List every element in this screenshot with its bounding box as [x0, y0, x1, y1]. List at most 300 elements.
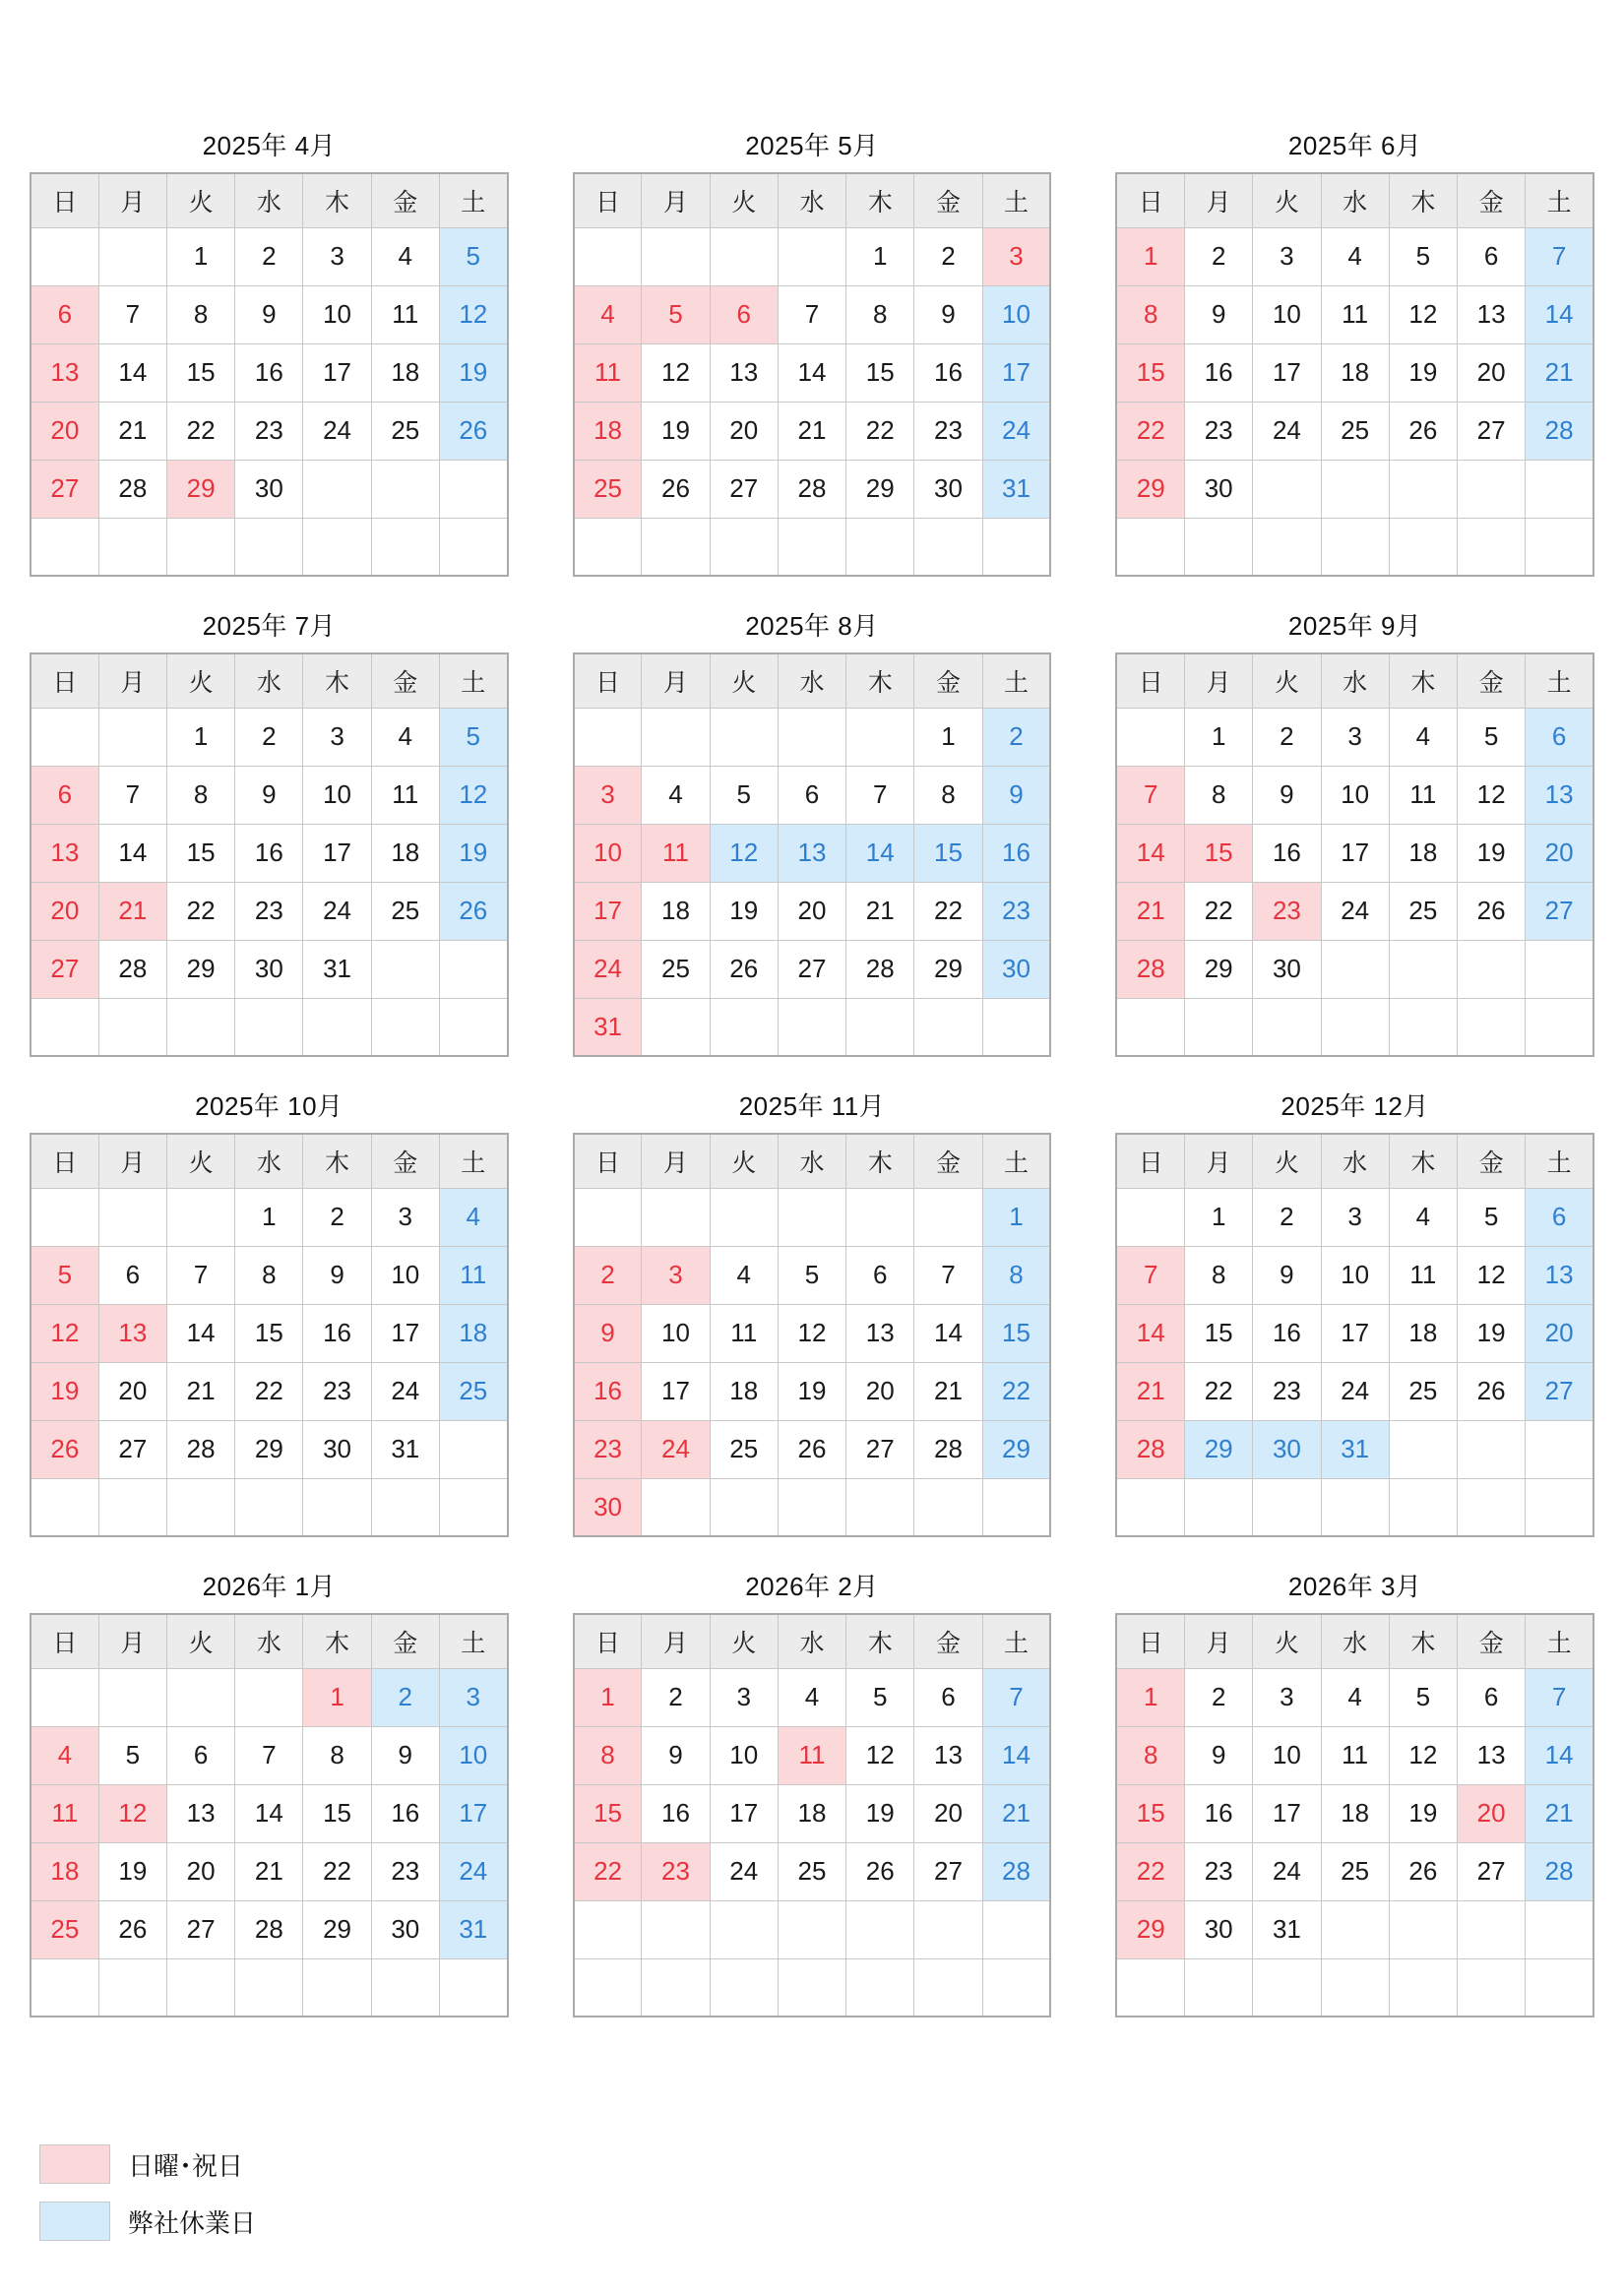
day-cell[interactable]: 4: [371, 227, 439, 285]
day-cell[interactable]: 4: [371, 708, 439, 766]
day-cell[interactable]: 19: [642, 402, 710, 460]
day-cell[interactable]: 12: [1389, 285, 1457, 343]
day-cell[interactable]: 19: [1389, 343, 1457, 402]
day-cell[interactable]: 26: [778, 1420, 845, 1478]
day-cell[interactable]: 15: [574, 1784, 642, 1842]
day-cell[interactable]: 1: [1116, 1668, 1184, 1726]
day-cell[interactable]: 17: [574, 882, 642, 940]
day-cell[interactable]: 29: [914, 940, 982, 998]
day-cell[interactable]: 7: [1526, 227, 1593, 285]
day-cell[interactable]: 26: [439, 882, 507, 940]
day-cell[interactable]: 30: [1185, 1900, 1253, 1958]
day-cell[interactable]: 23: [303, 1362, 371, 1420]
day-cell[interactable]: 5: [846, 1668, 914, 1726]
day-cell[interactable]: 18: [710, 1362, 778, 1420]
day-cell[interactable]: 12: [1389, 1726, 1457, 1784]
day-cell[interactable]: 28: [1116, 940, 1184, 998]
day-cell[interactable]: 11: [710, 1304, 778, 1362]
day-cell[interactable]: 15: [1185, 1304, 1253, 1362]
day-cell[interactable]: 30: [914, 460, 982, 518]
day-cell[interactable]: 15: [1185, 824, 1253, 882]
day-cell[interactable]: 15: [1116, 343, 1184, 402]
day-cell[interactable]: 6: [914, 1668, 982, 1726]
day-cell[interactable]: 4: [574, 285, 642, 343]
day-cell[interactable]: 11: [642, 824, 710, 882]
day-cell[interactable]: 25: [1321, 1842, 1389, 1900]
day-cell[interactable]: 3: [371, 1188, 439, 1246]
day-cell[interactable]: 11: [1321, 285, 1389, 343]
day-cell[interactable]: 2: [1185, 227, 1253, 285]
day-cell[interactable]: 30: [1185, 460, 1253, 518]
day-cell[interactable]: 19: [439, 824, 507, 882]
day-cell[interactable]: 25: [1389, 882, 1457, 940]
day-cell[interactable]: 25: [371, 402, 439, 460]
day-cell[interactable]: 15: [914, 824, 982, 882]
day-cell[interactable]: 24: [371, 1362, 439, 1420]
day-cell[interactable]: 12: [1458, 1246, 1526, 1304]
day-cell[interactable]: 9: [303, 1246, 371, 1304]
day-cell[interactable]: 23: [1185, 1842, 1253, 1900]
day-cell[interactable]: 20: [710, 402, 778, 460]
day-cell[interactable]: 19: [1458, 1304, 1526, 1362]
day-cell[interactable]: 4: [710, 1246, 778, 1304]
day-cell[interactable]: 6: [1526, 1188, 1593, 1246]
day-cell[interactable]: 9: [642, 1726, 710, 1784]
day-cell[interactable]: 16: [1253, 824, 1321, 882]
day-cell[interactable]: 14: [914, 1304, 982, 1362]
day-cell[interactable]: 16: [914, 343, 982, 402]
day-cell[interactable]: 7: [1526, 1668, 1593, 1726]
day-cell[interactable]: 18: [574, 402, 642, 460]
day-cell[interactable]: 9: [371, 1726, 439, 1784]
day-cell[interactable]: 12: [98, 1784, 166, 1842]
day-cell[interactable]: 8: [235, 1246, 303, 1304]
day-cell[interactable]: 2: [1253, 708, 1321, 766]
day-cell[interactable]: 3: [303, 227, 371, 285]
day-cell[interactable]: 19: [846, 1784, 914, 1842]
day-cell[interactable]: 20: [778, 882, 845, 940]
day-cell[interactable]: 22: [1116, 1842, 1184, 1900]
day-cell[interactable]: 4: [1321, 227, 1389, 285]
day-cell[interactable]: 10: [1253, 285, 1321, 343]
day-cell[interactable]: 22: [574, 1842, 642, 1900]
day-cell[interactable]: 29: [1116, 460, 1184, 518]
day-cell[interactable]: 26: [846, 1842, 914, 1900]
day-cell[interactable]: 20: [166, 1842, 234, 1900]
day-cell[interactable]: 29: [846, 460, 914, 518]
day-cell[interactable]: 6: [778, 766, 845, 824]
day-cell[interactable]: 12: [846, 1726, 914, 1784]
day-cell[interactable]: 1: [166, 708, 234, 766]
day-cell[interactable]: 5: [98, 1726, 166, 1784]
day-cell[interactable]: 20: [1526, 824, 1593, 882]
day-cell[interactable]: 7: [846, 766, 914, 824]
day-cell[interactable]: 6: [846, 1246, 914, 1304]
day-cell[interactable]: 28: [778, 460, 845, 518]
day-cell[interactable]: 23: [1253, 1362, 1321, 1420]
day-cell[interactable]: 1: [303, 1668, 371, 1726]
day-cell[interactable]: 21: [778, 402, 845, 460]
day-cell[interactable]: 2: [371, 1668, 439, 1726]
day-cell[interactable]: 2: [982, 708, 1050, 766]
day-cell[interactable]: 22: [166, 882, 234, 940]
day-cell[interactable]: 1: [235, 1188, 303, 1246]
day-cell[interactable]: 12: [1458, 766, 1526, 824]
day-cell[interactable]: 13: [846, 1304, 914, 1362]
day-cell[interactable]: 31: [371, 1420, 439, 1478]
day-cell[interactable]: 18: [1389, 1304, 1457, 1362]
day-cell[interactable]: 28: [914, 1420, 982, 1478]
day-cell[interactable]: 22: [1185, 1362, 1253, 1420]
day-cell[interactable]: 10: [371, 1246, 439, 1304]
day-cell[interactable]: 13: [166, 1784, 234, 1842]
day-cell[interactable]: 31: [574, 998, 642, 1056]
day-cell[interactable]: 2: [1253, 1188, 1321, 1246]
day-cell[interactable]: 29: [235, 1420, 303, 1478]
day-cell[interactable]: 9: [1185, 285, 1253, 343]
day-cell[interactable]: 3: [1321, 708, 1389, 766]
day-cell[interactable]: 17: [1253, 1784, 1321, 1842]
day-cell[interactable]: 18: [371, 343, 439, 402]
day-cell[interactable]: 5: [439, 227, 507, 285]
day-cell[interactable]: 25: [439, 1362, 507, 1420]
day-cell[interactable]: 25: [1321, 402, 1389, 460]
day-cell[interactable]: 21: [1526, 343, 1593, 402]
day-cell[interactable]: 25: [574, 460, 642, 518]
day-cell[interactable]: 15: [166, 824, 234, 882]
day-cell[interactable]: 28: [98, 940, 166, 998]
day-cell[interactable]: 26: [642, 460, 710, 518]
day-cell[interactable]: 17: [710, 1784, 778, 1842]
day-cell[interactable]: 30: [574, 1478, 642, 1536]
day-cell[interactable]: 16: [235, 824, 303, 882]
day-cell[interactable]: 7: [98, 766, 166, 824]
day-cell[interactable]: 20: [846, 1362, 914, 1420]
day-cell[interactable]: 18: [1389, 824, 1457, 882]
day-cell[interactable]: 18: [31, 1842, 98, 1900]
day-cell[interactable]: 30: [982, 940, 1050, 998]
day-cell[interactable]: 22: [303, 1842, 371, 1900]
day-cell[interactable]: 17: [1321, 1304, 1389, 1362]
day-cell[interactable]: 7: [982, 1668, 1050, 1726]
day-cell[interactable]: 12: [439, 766, 507, 824]
day-cell[interactable]: 17: [371, 1304, 439, 1362]
day-cell[interactable]: 6: [166, 1726, 234, 1784]
day-cell[interactable]: 29: [1185, 940, 1253, 998]
day-cell[interactable]: 28: [166, 1420, 234, 1478]
day-cell[interactable]: 10: [710, 1726, 778, 1784]
day-cell[interactable]: 27: [166, 1900, 234, 1958]
day-cell[interactable]: 12: [778, 1304, 845, 1362]
day-cell[interactable]: 20: [1526, 1304, 1593, 1362]
day-cell[interactable]: 10: [574, 824, 642, 882]
day-cell[interactable]: 16: [574, 1362, 642, 1420]
day-cell[interactable]: 16: [1253, 1304, 1321, 1362]
day-cell[interactable]: 27: [31, 460, 98, 518]
day-cell[interactable]: 13: [1526, 766, 1593, 824]
day-cell[interactable]: 1: [574, 1668, 642, 1726]
day-cell[interactable]: 24: [303, 402, 371, 460]
day-cell[interactable]: 28: [1116, 1420, 1184, 1478]
day-cell[interactable]: 21: [98, 402, 166, 460]
day-cell[interactable]: 3: [1253, 1668, 1321, 1726]
day-cell[interactable]: 18: [439, 1304, 507, 1362]
day-cell[interactable]: 5: [642, 285, 710, 343]
day-cell[interactable]: 19: [1389, 1784, 1457, 1842]
day-cell[interactable]: 27: [1526, 882, 1593, 940]
day-cell[interactable]: 11: [1321, 1726, 1389, 1784]
day-cell[interactable]: 8: [1185, 766, 1253, 824]
day-cell[interactable]: 31: [1253, 1900, 1321, 1958]
day-cell[interactable]: 1: [166, 227, 234, 285]
day-cell[interactable]: 2: [1185, 1668, 1253, 1726]
day-cell[interactable]: 27: [778, 940, 845, 998]
day-cell[interactable]: 19: [710, 882, 778, 940]
day-cell[interactable]: 15: [235, 1304, 303, 1362]
day-cell[interactable]: 1: [914, 708, 982, 766]
day-cell[interactable]: 6: [1458, 1668, 1526, 1726]
day-cell[interactable]: 24: [574, 940, 642, 998]
day-cell[interactable]: 24: [1321, 882, 1389, 940]
day-cell[interactable]: 21: [982, 1784, 1050, 1842]
day-cell[interactable]: 9: [982, 766, 1050, 824]
day-cell[interactable]: 19: [1458, 824, 1526, 882]
day-cell[interactable]: 9: [914, 285, 982, 343]
day-cell[interactable]: 7: [778, 285, 845, 343]
day-cell[interactable]: 6: [31, 285, 98, 343]
day-cell[interactable]: 26: [31, 1420, 98, 1478]
day-cell[interactable]: 11: [1389, 766, 1457, 824]
day-cell[interactable]: 15: [982, 1304, 1050, 1362]
day-cell[interactable]: 19: [98, 1842, 166, 1900]
day-cell[interactable]: 26: [1389, 402, 1457, 460]
day-cell[interactable]: 13: [778, 824, 845, 882]
day-cell[interactable]: 14: [235, 1784, 303, 1842]
day-cell[interactable]: 14: [778, 343, 845, 402]
day-cell[interactable]: 16: [642, 1784, 710, 1842]
day-cell[interactable]: 22: [235, 1362, 303, 1420]
day-cell[interactable]: 14: [166, 1304, 234, 1362]
day-cell[interactable]: 9: [574, 1304, 642, 1362]
day-cell[interactable]: 2: [914, 227, 982, 285]
day-cell[interactable]: 9: [1185, 1726, 1253, 1784]
day-cell[interactable]: 27: [1458, 402, 1526, 460]
day-cell[interactable]: 25: [778, 1842, 845, 1900]
day-cell[interactable]: 30: [235, 460, 303, 518]
day-cell[interactable]: 17: [1321, 824, 1389, 882]
day-cell[interactable]: 13: [1458, 285, 1526, 343]
day-cell[interactable]: 21: [1116, 1362, 1184, 1420]
day-cell[interactable]: 16: [1185, 343, 1253, 402]
day-cell[interactable]: 7: [166, 1246, 234, 1304]
day-cell[interactable]: 17: [982, 343, 1050, 402]
day-cell[interactable]: 28: [235, 1900, 303, 1958]
day-cell[interactable]: 2: [574, 1246, 642, 1304]
day-cell[interactable]: 4: [31, 1726, 98, 1784]
day-cell[interactable]: 3: [574, 766, 642, 824]
day-cell[interactable]: 18: [1321, 1784, 1389, 1842]
day-cell[interactable]: 9: [235, 285, 303, 343]
day-cell[interactable]: 13: [1526, 1246, 1593, 1304]
day-cell[interactable]: 12: [31, 1304, 98, 1362]
day-cell[interactable]: 20: [31, 882, 98, 940]
day-cell[interactable]: 21: [914, 1362, 982, 1420]
day-cell[interactable]: 19: [778, 1362, 845, 1420]
day-cell[interactable]: 11: [439, 1246, 507, 1304]
day-cell[interactable]: 24: [439, 1842, 507, 1900]
day-cell[interactable]: 27: [914, 1842, 982, 1900]
day-cell[interactable]: 24: [1253, 1842, 1321, 1900]
day-cell[interactable]: 12: [439, 285, 507, 343]
day-cell[interactable]: 21: [98, 882, 166, 940]
day-cell[interactable]: 31: [1321, 1420, 1389, 1478]
day-cell[interactable]: 11: [1389, 1246, 1457, 1304]
day-cell[interactable]: 3: [303, 708, 371, 766]
day-cell[interactable]: 2: [303, 1188, 371, 1246]
day-cell[interactable]: 19: [439, 343, 507, 402]
day-cell[interactable]: 30: [235, 940, 303, 998]
day-cell[interactable]: 11: [371, 285, 439, 343]
day-cell[interactable]: 10: [642, 1304, 710, 1362]
day-cell[interactable]: 26: [710, 940, 778, 998]
day-cell[interactable]: 5: [778, 1246, 845, 1304]
day-cell[interactable]: 4: [642, 766, 710, 824]
day-cell[interactable]: 15: [1116, 1784, 1184, 1842]
day-cell[interactable]: 28: [98, 460, 166, 518]
day-cell[interactable]: 14: [1526, 1726, 1593, 1784]
day-cell[interactable]: 13: [1458, 1726, 1526, 1784]
day-cell[interactable]: 1: [1185, 1188, 1253, 1246]
day-cell[interactable]: 24: [642, 1420, 710, 1478]
day-cell[interactable]: 15: [166, 343, 234, 402]
day-cell[interactable]: 10: [439, 1726, 507, 1784]
day-cell[interactable]: 11: [574, 343, 642, 402]
day-cell[interactable]: 16: [235, 343, 303, 402]
day-cell[interactable]: 14: [1116, 824, 1184, 882]
day-cell[interactable]: 2: [235, 708, 303, 766]
day-cell[interactable]: 4: [1321, 1668, 1389, 1726]
day-cell[interactable]: 31: [303, 940, 371, 998]
day-cell[interactable]: 8: [846, 285, 914, 343]
day-cell[interactable]: 23: [982, 882, 1050, 940]
day-cell[interactable]: 13: [31, 824, 98, 882]
day-cell[interactable]: 22: [914, 882, 982, 940]
day-cell[interactable]: 9: [1253, 1246, 1321, 1304]
day-cell[interactable]: 29: [1185, 1420, 1253, 1478]
day-cell[interactable]: 21: [166, 1362, 234, 1420]
day-cell[interactable]: 24: [982, 402, 1050, 460]
day-cell[interactable]: 20: [1458, 1784, 1526, 1842]
day-cell[interactable]: 28: [1526, 1842, 1593, 1900]
day-cell[interactable]: 26: [98, 1900, 166, 1958]
day-cell[interactable]: 8: [1116, 1726, 1184, 1784]
day-cell[interactable]: 22: [1185, 882, 1253, 940]
day-cell[interactable]: 5: [1458, 708, 1526, 766]
day-cell[interactable]: 8: [166, 285, 234, 343]
day-cell[interactable]: 29: [166, 460, 234, 518]
day-cell[interactable]: 15: [303, 1784, 371, 1842]
day-cell[interactable]: 6: [710, 285, 778, 343]
day-cell[interactable]: 3: [642, 1246, 710, 1304]
day-cell[interactable]: 10: [982, 285, 1050, 343]
day-cell[interactable]: 22: [982, 1362, 1050, 1420]
day-cell[interactable]: 3: [1253, 227, 1321, 285]
day-cell[interactable]: 6: [1526, 708, 1593, 766]
day-cell[interactable]: 17: [642, 1362, 710, 1420]
day-cell[interactable]: 25: [710, 1420, 778, 1478]
day-cell[interactable]: 15: [846, 343, 914, 402]
day-cell[interactable]: 7: [98, 285, 166, 343]
day-cell[interactable]: 20: [1458, 343, 1526, 402]
day-cell[interactable]: 7: [235, 1726, 303, 1784]
day-cell[interactable]: 1: [982, 1188, 1050, 1246]
day-cell[interactable]: 16: [982, 824, 1050, 882]
day-cell[interactable]: 27: [710, 460, 778, 518]
day-cell[interactable]: 30: [1253, 1420, 1321, 1478]
day-cell[interactable]: 2: [642, 1668, 710, 1726]
day-cell[interactable]: 3: [439, 1668, 507, 1726]
day-cell[interactable]: 3: [982, 227, 1050, 285]
day-cell[interactable]: 30: [303, 1420, 371, 1478]
day-cell[interactable]: 1: [1116, 227, 1184, 285]
day-cell[interactable]: 9: [1253, 766, 1321, 824]
day-cell[interactable]: 12: [710, 824, 778, 882]
day-cell[interactable]: 17: [439, 1784, 507, 1842]
day-cell[interactable]: 10: [1321, 766, 1389, 824]
day-cell[interactable]: 20: [914, 1784, 982, 1842]
day-cell[interactable]: 8: [982, 1246, 1050, 1304]
day-cell[interactable]: 24: [303, 882, 371, 940]
day-cell[interactable]: 29: [982, 1420, 1050, 1478]
day-cell[interactable]: 18: [642, 882, 710, 940]
day-cell[interactable]: 22: [1116, 402, 1184, 460]
day-cell[interactable]: 8: [1185, 1246, 1253, 1304]
day-cell[interactable]: 11: [371, 766, 439, 824]
day-cell[interactable]: 8: [1116, 285, 1184, 343]
day-cell[interactable]: 28: [846, 940, 914, 998]
day-cell[interactable]: 23: [371, 1842, 439, 1900]
day-cell[interactable]: 22: [166, 402, 234, 460]
day-cell[interactable]: 13: [98, 1304, 166, 1362]
day-cell[interactable]: 6: [1458, 227, 1526, 285]
day-cell[interactable]: 4: [439, 1188, 507, 1246]
day-cell[interactable]: 23: [574, 1420, 642, 1478]
day-cell[interactable]: 27: [1526, 1362, 1593, 1420]
day-cell[interactable]: 23: [1253, 882, 1321, 940]
day-cell[interactable]: 18: [1321, 343, 1389, 402]
day-cell[interactable]: 2: [235, 227, 303, 285]
day-cell[interactable]: 26: [1458, 882, 1526, 940]
day-cell[interactable]: 23: [235, 882, 303, 940]
day-cell[interactable]: 25: [1389, 1362, 1457, 1420]
day-cell[interactable]: 23: [235, 402, 303, 460]
day-cell[interactable]: 28: [1526, 402, 1593, 460]
day-cell[interactable]: 21: [1116, 882, 1184, 940]
day-cell[interactable]: 17: [303, 824, 371, 882]
day-cell[interactable]: 16: [303, 1304, 371, 1362]
day-cell[interactable]: 7: [1116, 1246, 1184, 1304]
day-cell[interactable]: 14: [98, 343, 166, 402]
day-cell[interactable]: 27: [1458, 1842, 1526, 1900]
day-cell[interactable]: 10: [1253, 1726, 1321, 1784]
day-cell[interactable]: 11: [31, 1784, 98, 1842]
day-cell[interactable]: 17: [1253, 343, 1321, 402]
day-cell[interactable]: 18: [371, 824, 439, 882]
day-cell[interactable]: 1: [846, 227, 914, 285]
day-cell[interactable]: 5: [1389, 1668, 1457, 1726]
day-cell[interactable]: 20: [31, 402, 98, 460]
day-cell[interactable]: 5: [439, 708, 507, 766]
